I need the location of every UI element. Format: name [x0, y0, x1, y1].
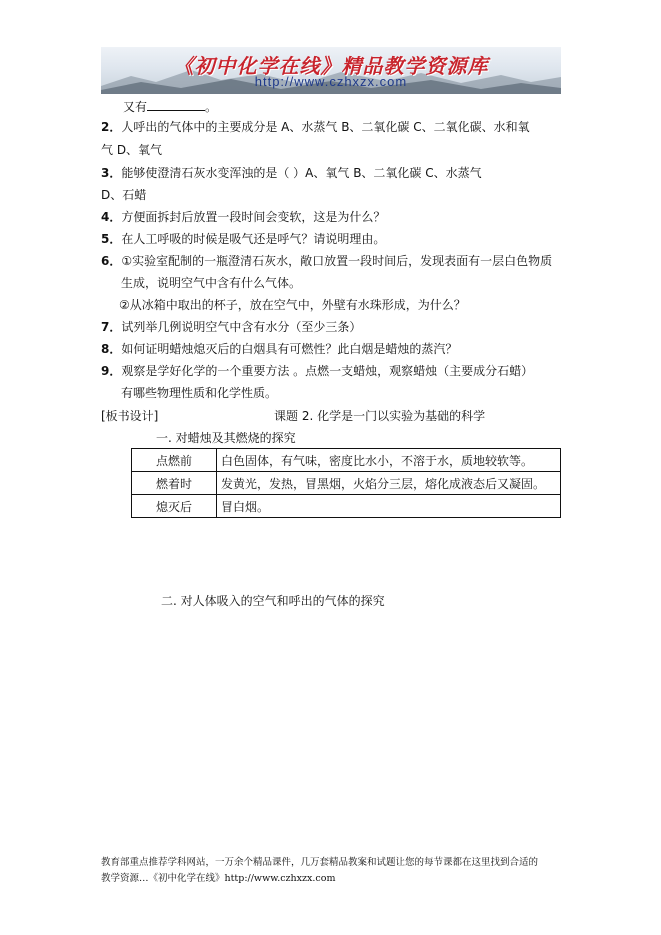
- question-text: ①实验室配制的一瓶澄清石灰水，敞口放置一段时间后，发现表面有一层白色物质: [121, 254, 553, 268]
- table-cell: 发黄光，发热，冒黑烟，火焰分三层，熔化成液态后又凝固。: [217, 472, 561, 495]
- question-number: 8．: [101, 342, 122, 356]
- section-heading-2: 二. 对人体吸入的空气和呼出的气体的探究: [161, 594, 385, 608]
- question-5: [101, 231, 385, 247]
- question-2-cont: [101, 142, 162, 158]
- question-3-cont: [101, 187, 146, 203]
- question-text: 如何证明蜡烛熄灭后的白烟具有可燃性？此白烟是蜡烛的蒸汽？: [121, 342, 458, 356]
- section-heading-1: 一. 对蜡烛及其燃烧的探究: [156, 431, 296, 445]
- question-text: 人呼出的气体中的主要成分是 A、水蒸气 B、二氧化碳 C、二氧化碳、水和氧: [121, 120, 530, 134]
- question-text: 生成，说明空气中含有什么气体。: [121, 276, 302, 290]
- question-text: ②从冰箱中取出的杯子，放在空气中，外壁有水珠形成，为什么？: [119, 298, 466, 312]
- question-6-cont: [121, 275, 301, 291]
- text: 。: [205, 100, 218, 114]
- question-text: 能够使澄清石灰水变浑浊的是（ ）A、氧气 B、二氧化碳 C、水蒸气: [121, 166, 482, 180]
- banner-title: 《初中化学在线》精品教学资源库: [173, 54, 489, 78]
- line-fill-blank: [123, 99, 217, 115]
- table-row: [132, 495, 561, 518]
- question-number: 5．: [101, 232, 122, 246]
- question-number: 2．: [101, 120, 122, 134]
- question-text: 试列举几例说明空气中含有水分（至少三条）: [121, 320, 362, 334]
- footer-line-2: 教学资源…《初中化学在线》http://www.czhxzx.com: [101, 873, 336, 884]
- candle-table: [131, 448, 561, 518]
- question-3: [101, 165, 482, 181]
- question-8: [101, 341, 457, 357]
- table-cell: 冒白烟。: [217, 495, 561, 518]
- table-cell: 燃着时: [132, 472, 217, 495]
- question-text: D、石蜡: [101, 188, 147, 202]
- question-number: 6．: [101, 254, 122, 268]
- table-cell: 白色固体，有气味，密度比水小，不溶于水，质地较软等。: [217, 449, 561, 472]
- table-cell: 点燃前: [132, 449, 217, 472]
- question-text: 有哪些物理性质和化学性质。: [121, 386, 278, 400]
- header-banner: [101, 47, 561, 94]
- question-6-part2: [119, 297, 466, 313]
- question-2: [101, 119, 530, 135]
- question-number: 7．: [101, 320, 122, 334]
- table-row: [132, 449, 561, 472]
- question-text: 气 D、氧气: [101, 143, 163, 157]
- question-text: 观察是学好化学的一个重要方法 。点燃一支蜡烛，观察蜡烛（主要成分石蜡）: [121, 364, 534, 378]
- board-label: [板书设计]: [101, 409, 159, 423]
- table-row: [132, 472, 561, 495]
- question-9-cont: [121, 385, 277, 401]
- banner-url[interactable]: http://www.czhxzx.com: [254, 74, 408, 89]
- answer-blank[interactable]: [147, 99, 205, 111]
- board-title: 课题 2. 化学是一门以实验为基础的科学: [274, 409, 486, 423]
- question-number: 4．: [101, 210, 122, 224]
- question-7: [101, 319, 361, 335]
- question-number: 3．: [101, 166, 122, 180]
- question-4: [101, 209, 385, 225]
- table-cell: 熄灭后: [132, 495, 217, 518]
- question-number: 9．: [101, 364, 122, 378]
- question-6: [101, 253, 552, 269]
- text: 又有: [123, 100, 148, 114]
- question-9: [101, 363, 533, 379]
- question-text: 方便面拆封后放置一段时间会变软，这是为什么？: [121, 210, 386, 224]
- footer-line-1: 教育部重点推荐学科网站，一万余个精品课件，几万套精品教案和试题让您的每节课都在这里找到合适的: [101, 857, 539, 868]
- question-text: 在人工呼吸的时候是吸气还是呼气？请说明理由。: [121, 232, 386, 246]
